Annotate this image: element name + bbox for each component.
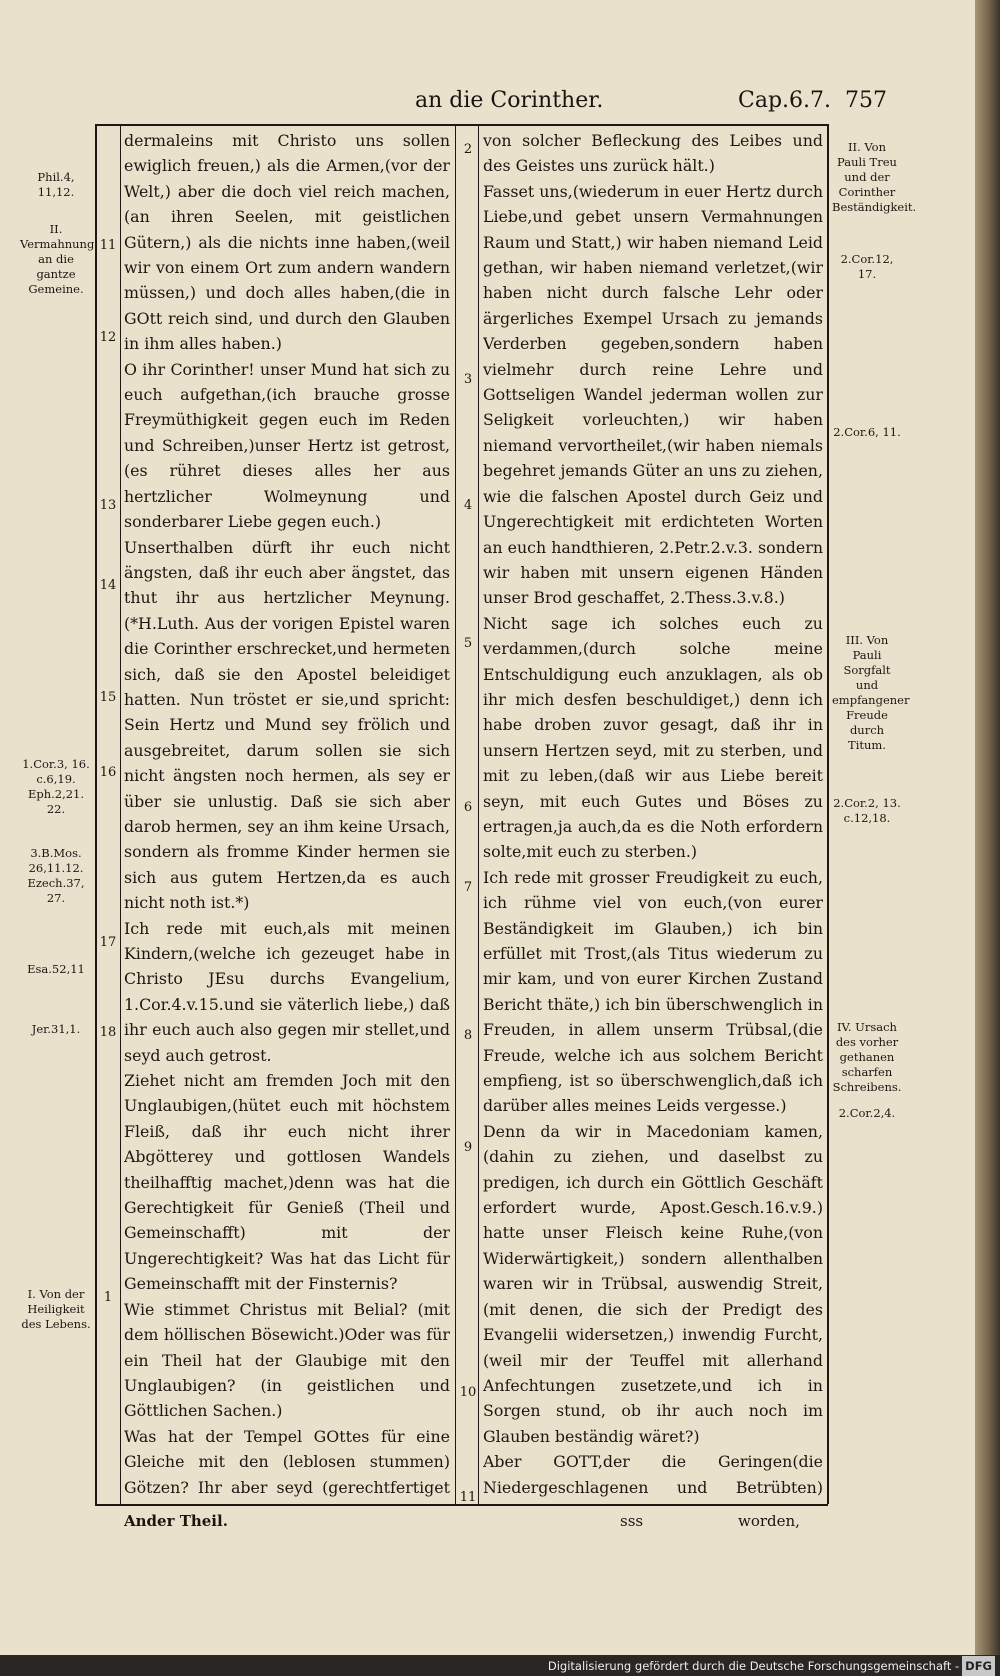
- margin-note: 2.Cor.12, 17.: [840, 252, 894, 281]
- digitization-credit: [545, 1656, 995, 1676]
- verse-number: 8: [463, 1028, 473, 1043]
- left-text-column: [124, 128, 450, 1502]
- paragraph: Ich rede mit euch,als mit meinen Kindern,(welche ich gezeuget habe in Christo JEsu durchs Evangelium, 1.Cor.4.v.15.und sie väterlich liebe,) daß ihr euch auch also gegen mir stellet,und seyd auch getrost.: [124, 918, 450, 1065]
- signature-mark: sss: [620, 1512, 644, 1530]
- running-title: an die Corinther.: [415, 88, 604, 113]
- page-number: 757: [845, 88, 887, 113]
- margin-note: 2.Cor.2,4.: [838, 1106, 896, 1120]
- margin-note: 1.Cor.3, 16. c.6,19. Eph.2,21. 22.: [22, 757, 90, 816]
- verse-number: 18: [99, 1025, 117, 1040]
- margin-note: II. Von Pauli Treu und der Corinther Beständigkeit.: [832, 140, 917, 214]
- paragraph: Was hat der Tempel GOttes für eine Gleiche mit den (leblosen stummen) Götzen? Ihr aber seyd (gerechtfertiget: [124, 1426, 450, 1497]
- margin-note: Phil.4, 11,12.: [37, 170, 75, 199]
- margin-note: I. Von der Heiligkeit des Lebens.: [21, 1287, 91, 1331]
- margin-note: III. Von Pauli Sorgfalt und empfangener Freude durch Titum.: [832, 633, 910, 752]
- verse-number: 12: [99, 330, 117, 345]
- chapter-reference: Cap.6.7.: [738, 88, 832, 113]
- verse-number: 4: [463, 498, 473, 513]
- paragraph: Fasset uns,(wiederum in euer Hertz durch Liebe,und gebet unsern Vermahnungen Raum und Statt,) wir haben niemand Leid gethan, wir haben niemand verletzet,(wir haben nicht durch falsche Lehr oder ärgerliches Exempel Ursach zu jemands Verderben gegeben,sondern haben vielmehr durch reine Lehre und Gottseligen Wandel jederman wollen zur Seligkeit vorleuchten,) wir haben niemand vervortheilet,(wir haben niemals begehret jemands Güter an uns zu ziehen, wie die falschen Apostel durch Geiz und Ungerechtigkeit mit erdichteten Worten an euch handthieren, 2.Petr.2.v.3. sondern wir haben mit unsern eigenen Händen unser Brod geschaffet, 2.Thess.3.v.8.): [483, 181, 823, 608]
- header-rule: [95, 124, 828, 126]
- verse-number: 5: [463, 636, 473, 651]
- verse-number: 11: [459, 1490, 477, 1505]
- margin-note: IV. Ursach des vorher gethanen scharfen Schreibens.: [832, 1020, 902, 1094]
- margin-note: 3.B.Mos. 26,11.12. Ezech.37, 27.: [27, 846, 85, 905]
- paragraph: Aber GOTT,der die Geringen(die Niedergeschlagenen und Betrübten): [483, 1452, 823, 1497]
- verse-number: 9: [463, 1140, 473, 1155]
- paragraph: Denn da wir in Macedoniam kamen,(dahin zu ziehen, und daselbst zu predigen, ich durch ein Göttlich Geschäft erfordert wurde, Apost.Gesch.16.v.9.) hatte unser Fleisch keine Ruhe,(von Widerwärtigkeit,) sondern allenthalben waren wir in Trübsal, auswendig Streit,(mit denen, die sich der Predigt des Evangelii widersetzen,) inwendig Furcht,(weil mir der Teuffel mit allerhand Anfechtungen zusetzete,und ich in Sorgen stund, ob ihr auch noch im Glauben beständig wäret?): [483, 1121, 823, 1446]
- paragraph: Nicht sage ich solches euch zu verdammen,(durch solche meine Entschuldigung euch anzuklagen, als ob ihr mich desfen beschuldiget,) denn ich habe droben zuvor gesagt, daß ihr in unsern Hertzen seyd, mit zu sterben, und mit zu leben,(daß wir aus Liebe bereit seyn, mit euch Gutes und Böses zu ertragen,ja auch,da es die Noth erfordern solte,mit euch zu sterben.): [483, 613, 823, 862]
- verse-number: 3: [463, 372, 473, 387]
- paragraph: Ziehet nicht am fremden Joch mit den Unglaubigen,(hütet euch mit höchstem Fleiß, daß ihr euch nicht ihrer Abgötterey und gottlosen Wandels theilhafftig machet,)denn was hat die Gerechtigkeit für Genieß (Theil und Gemeinschafft) mit der Ungerechtigkeit? Was hat das Licht für Gemeinschafft mit der Finsternis?: [124, 1071, 450, 1294]
- section-label: Ander Theil.: [124, 1512, 228, 1530]
- dfg-logo: DFG: [962, 1656, 995, 1676]
- verse-number: 13: [99, 498, 117, 513]
- paragraph: dermaleins mit Christo uns sollen ewiglich freuen,) als die Armen,(vor der Welt,) aber die doch viel reich machen,(an ihren Seelen, mit geistlichen Gütern,) als die nichts inne haben,(weil wir von einem Ort zum andern wandern müssen,) und doch alles haben,(die in GOtt reich sind, und durch den Glauben in ihm alles haben.): [124, 131, 450, 354]
- verse-number: 15: [99, 690, 117, 705]
- paragraph: O ihr Corinther! unser Mund hat sich zu euch aufgethan,(ich brauche grosse Freymüthigkeit gegen euch im Reden und Schreiben,)unser Hertz ist getrost,(es rühret dieses alles her aus hertzlicher Wolmeynung und sonderbarer Liebe gegen euch.): [124, 359, 450, 532]
- paragraph: Ich rede mit grosser Freudigkeit zu euch, ich rühme viel von euch,(von eurer Beständigkeit im Glauben,) ich bin erfüllet mit Trost,(als Titus wiederum zu mir kam, und von eurer Kirchen Zustand Bericht thäte,) ich bin überschwenglich in Freuden, in allem unserm Trübsal,(die Freude, welche ich aus solchem Bericht empfieng, ist so überschwenglich,daß ich darüber alles meines Leids vergesse.): [483, 867, 823, 1116]
- margin-note: 2.Cor.6, 11.: [833, 425, 901, 439]
- margin-note: 2.Cor.2, 13. c.12,18.: [833, 796, 901, 825]
- verse-number: 14: [99, 578, 117, 593]
- verse-number: 16: [99, 765, 117, 780]
- credit-text: Digitalisierung gefördert durch die Deutsche Forschungsgemeinschaft -: [547, 1659, 960, 1673]
- paragraph: von solcher Befleckung des Leibes und des Geistes uns zurück hält.): [483, 131, 823, 176]
- margin-note: Esa.52,11: [27, 962, 85, 976]
- margin-note: Jer.31,1.: [31, 1022, 81, 1036]
- right-text-column: [483, 128, 823, 1502]
- catchword: worden,: [738, 1512, 800, 1530]
- verse-number: 11: [99, 238, 117, 253]
- verse-number: 6: [463, 800, 473, 815]
- verse-number: 17: [99, 935, 117, 950]
- paragraph: Wie stimmet Christus mit Belial? (mit dem höllischen Bösewicht.)Oder was für ein Theil hat der Glaubige mit den Unglaubigen? (in geistlichen und Göttlichen Sachen.): [124, 1299, 450, 1421]
- margin-note: II. Vermahnung an die gantze Gemeine.: [20, 222, 95, 296]
- page-edge: [975, 0, 1000, 1655]
- paragraph: Unserthalben dürft ihr euch nicht ängsten, daß ihr euch aber ängstet, das thut ihr aus hertzlicher Meynung. (*H.Luth. Aus der vorigen Epistel waren die Corinther erschrecket,und hermeten sich, daß sie den Apostel beleidiget hatten. Nun tröstet er sie,und spricht: Sein Hertz und Mund sey frölich und ausgebreitet, darum sollen sie sich nicht ängsten noch hermen, als sey er über sie unlustig. Daß sie sich aber darob hermen, sey an ihm keine Ursach, sondern als fromme Kinder hermen sie sich aus gutem Hertzen,da es auch nicht noth ist.*): [124, 537, 450, 913]
- right-margin-rule: [827, 124, 829, 1504]
- verse-number: 10: [459, 1385, 477, 1400]
- verse-number: 2: [463, 142, 473, 157]
- verse-number: 1: [103, 1290, 113, 1305]
- verse-number: 7: [463, 880, 473, 895]
